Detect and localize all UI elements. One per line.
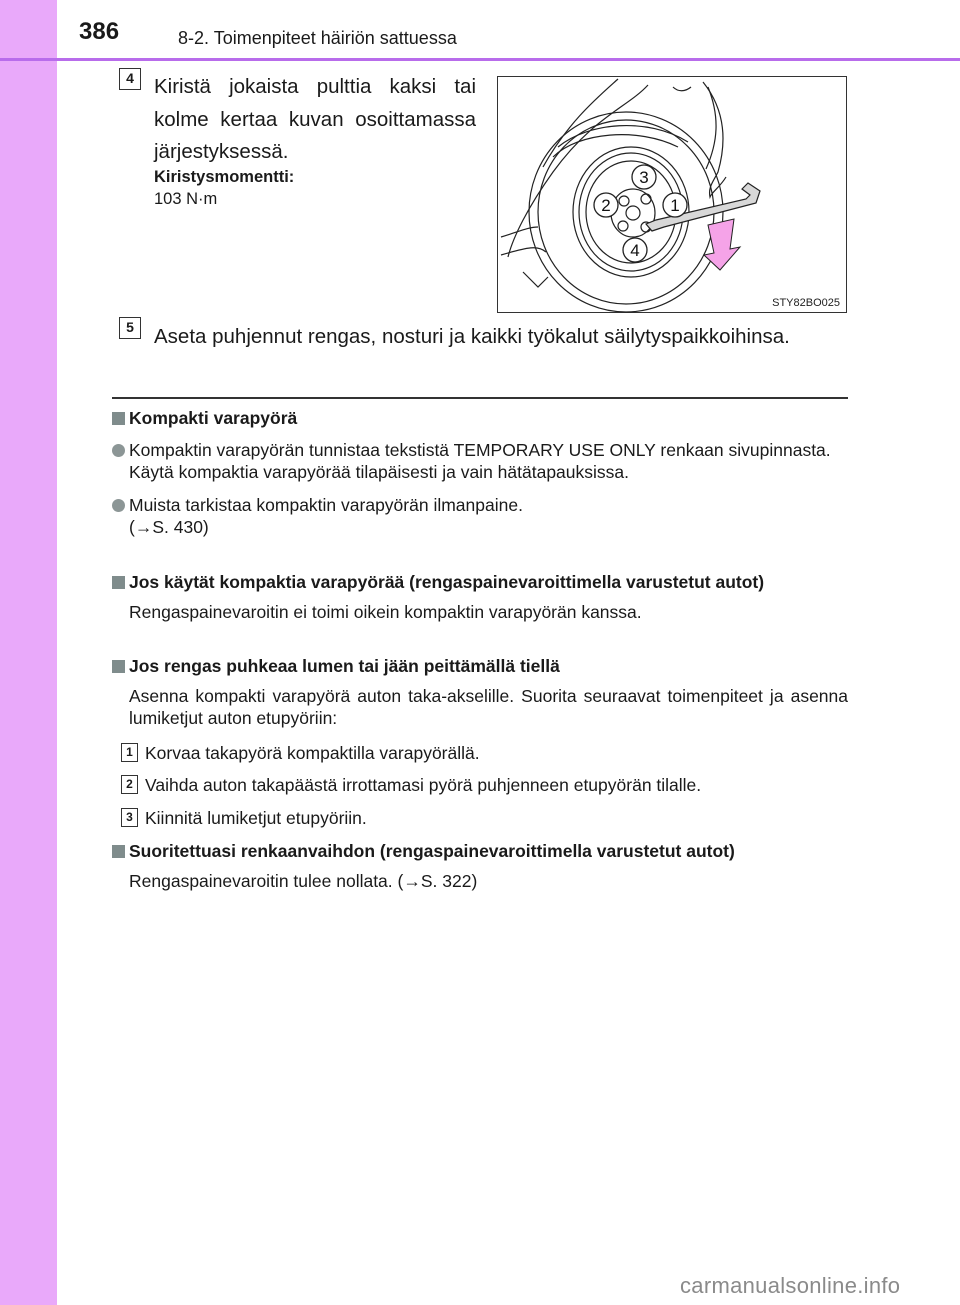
section-text: Rengaspainevaroitin ei toimi oikein kompaktin varapyörän kanssa. — [129, 602, 642, 622]
wheel-illustration — [497, 76, 847, 313]
sub-step-number: 3 — [121, 808, 138, 827]
section-divider — [112, 397, 848, 399]
sidebar-color-tab — [0, 0, 57, 1305]
section-snow-road — [112, 655, 848, 729]
section-heading: Jos käytät kompaktia varapyörää (rengaspainevaroittimella varustetut autot) — [112, 571, 848, 593]
heading-square-icon — [112, 845, 125, 858]
heading-square-icon — [112, 660, 125, 673]
section-tpms-spare — [112, 571, 848, 623]
bolt-label-3: 3 — [639, 168, 649, 187]
section-after-change — [112, 840, 848, 892]
bullet-dot-icon — [112, 499, 125, 512]
section-text: Rengaspainevaroitin tulee nollata. (→S. 322) — [129, 871, 478, 891]
sub-step-1: 1 Korvaa takapyörä kompaktilla varapyörällä. — [121, 742, 480, 764]
section-heading: Kompakti varapyörä — [112, 407, 848, 429]
heading-square-icon — [112, 576, 125, 589]
wheel-tightening-diagram-icon — [498, 77, 848, 314]
step-5-text: Aseta puhjennut rengas, nosturi ja kaikki työkalut säilytyspaikkoihinsa. — [154, 325, 790, 348]
sub-step-number: 2 — [121, 775, 138, 794]
sub-step-number: 1 — [121, 743, 138, 762]
page-number: 386 — [79, 18, 120, 45]
bolt-label-4: 4 — [630, 241, 640, 260]
section-title: 8-2. Toimenpiteet häiriön sattuessa — [178, 28, 457, 48]
section-heading: Suoritettuasi renkaanvaihdon (rengaspainevaroittimella varustetut autot) — [112, 840, 848, 862]
section-compact-spare — [112, 407, 848, 538]
figure-code: STY82BO025 — [772, 297, 840, 309]
bolt-label-2: 2 — [601, 196, 611, 215]
sub-step-2: 2 Vaihda auton takapäästä irrottamasi pyörä puhjenneen etupyörän tilalle. — [121, 774, 701, 796]
torque-value: 103 N·m — [154, 190, 218, 208]
bolt-label-1: 1 — [670, 196, 680, 215]
step-number-5: 5 — [119, 317, 141, 339]
bullet-dot-icon — [112, 444, 125, 457]
sub-step-3: 3 Kiinnitä lumiketjut etupyöriin. — [121, 807, 367, 829]
heading-square-icon — [112, 412, 125, 425]
header-divider — [0, 58, 960, 61]
section-text: Asenna kompakti varapyörä auton taka-akselille. Suorita seuraavat toimenpiteet ja asenna lumiketjut auton etupyöriin: — [129, 686, 848, 728]
step-number-4: 4 — [119, 68, 141, 90]
watermark: carmanualsonline.info — [680, 1273, 901, 1298]
step-4-text: Kiristä jokaista pulttia kaksi tai kolme kertaa kuvan osoittamassa järjestyksessä. — [154, 75, 476, 163]
bullet-item: Kompaktin varapyörän tunnistaa tekstistä TEMPORARY USE ONLY renkaan sivupinnasta. Käytä kompaktia varapyörää tilapäisesti ja vain hätätapauksissa. — [112, 439, 848, 483]
bullet-item: Muista tarkistaa kompaktin varapyörän ilmanpaine. (→S. 430) — [112, 494, 848, 538]
torque-label: Kiristysmomentti: — [154, 168, 295, 186]
section-heading: Jos rengas puhkeaa lumen tai jään peittämällä tiellä — [112, 655, 848, 677]
